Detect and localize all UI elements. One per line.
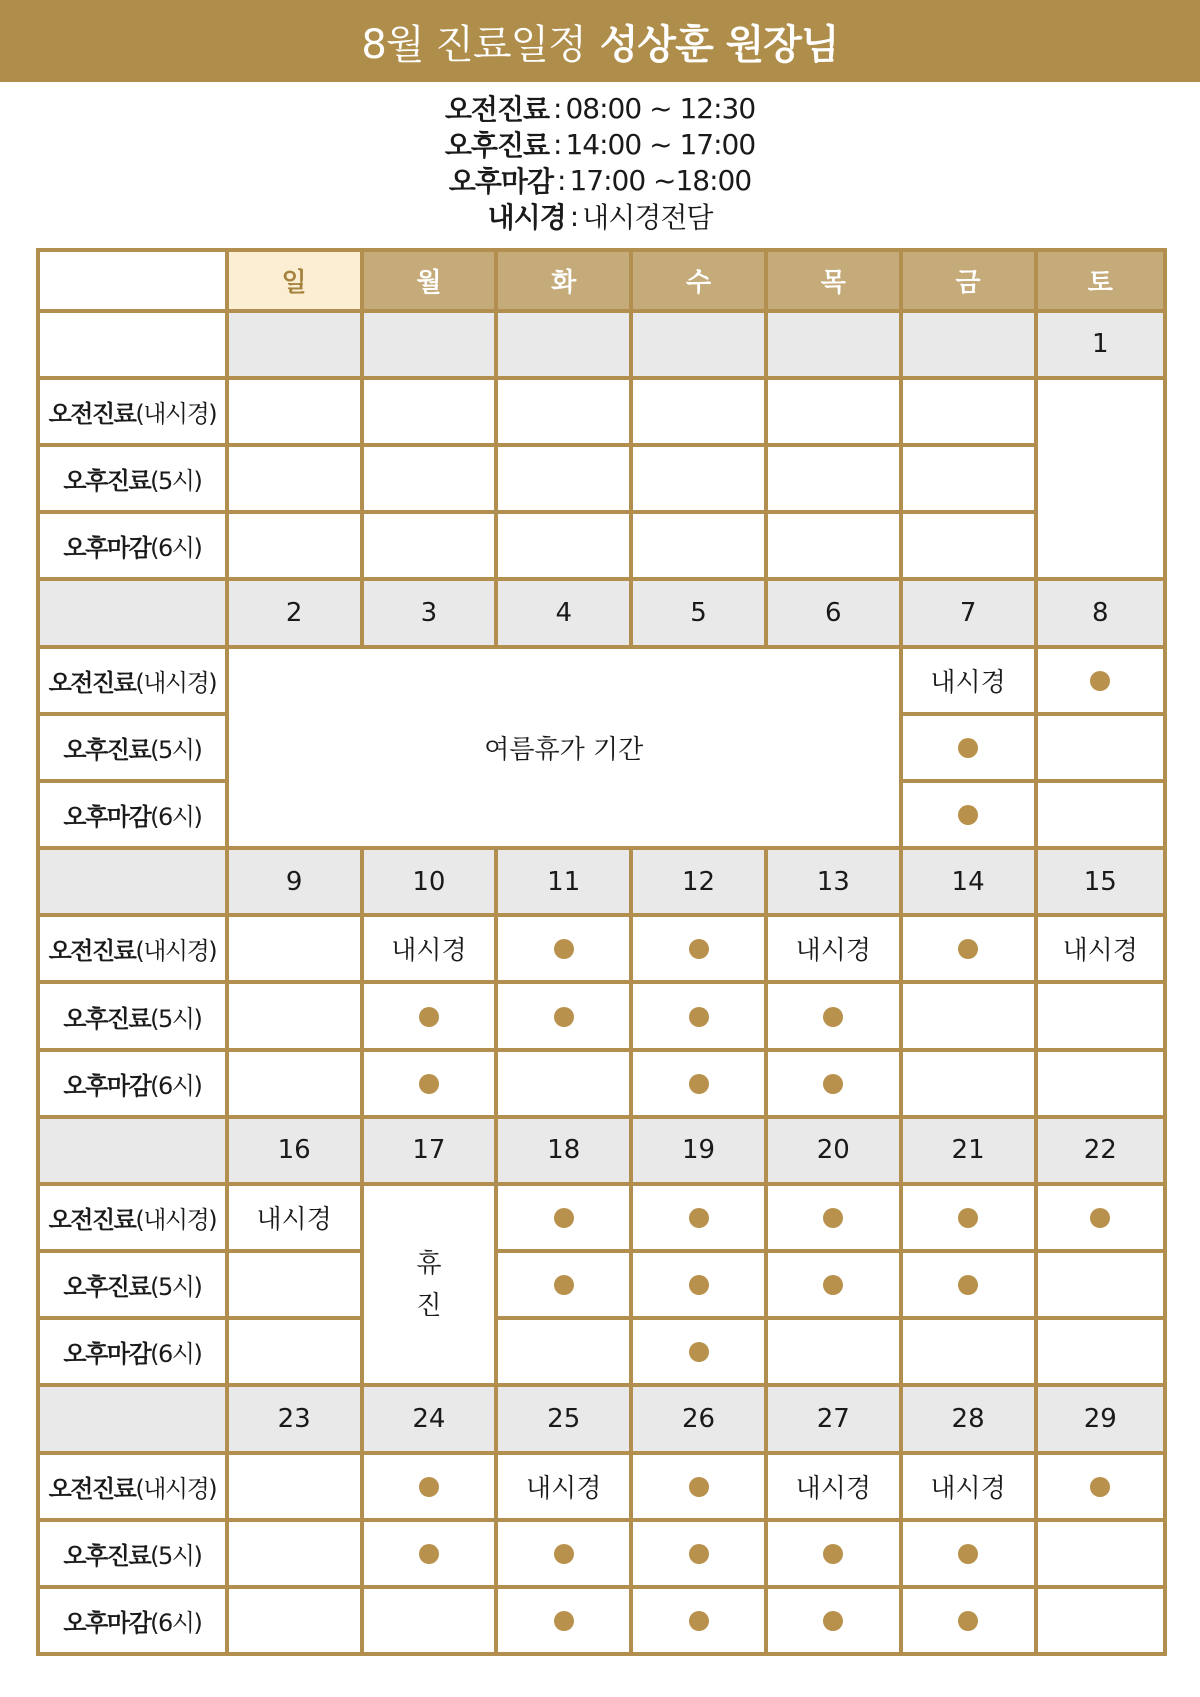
week-label-blank xyxy=(38,1385,227,1452)
schedule-cell xyxy=(227,445,362,512)
schedule-cell xyxy=(227,982,362,1049)
date-cell: 18 xyxy=(496,1117,631,1184)
clinic-session-dot xyxy=(554,1208,574,1228)
date-cell: 14 xyxy=(901,848,1036,915)
date-cell: 13 xyxy=(766,848,901,915)
clinic-session-dot xyxy=(689,1275,709,1295)
schedule-cell xyxy=(1036,1050,1166,1117)
date-cell: 20 xyxy=(766,1117,901,1184)
schedule-cell xyxy=(901,781,1036,848)
date-cell: 4 xyxy=(496,579,631,646)
dow-sunday: 일 xyxy=(227,250,362,311)
schedule-cell xyxy=(766,512,901,579)
schedule-cell xyxy=(631,512,766,579)
schedule-cell xyxy=(227,1050,362,1117)
hours-label: 내시경 xyxy=(487,201,566,234)
header-title-month: 8월 진료일정 xyxy=(361,21,586,68)
schedule-cell xyxy=(362,982,497,1049)
endoscopy-label: 내시경 xyxy=(795,1473,871,1504)
date-cell: 10 xyxy=(362,848,497,915)
week-label-blank xyxy=(38,848,227,915)
clinic-session-dot xyxy=(958,1544,978,1564)
row-label-am: 오전진료(내시경) xyxy=(38,1453,227,1520)
hours-row-endoscopy: 내시경 : 내시경전담 xyxy=(0,198,1200,234)
schedule-cell xyxy=(227,1184,362,1251)
week-2-date-row xyxy=(38,579,1165,646)
clinic-session-dot xyxy=(419,1007,439,1027)
row-label-pm: 오후진료(5시) xyxy=(38,982,227,1049)
schedule-cell xyxy=(1036,781,1166,848)
schedule-cell xyxy=(631,915,766,982)
date-cell: 24 xyxy=(362,1385,497,1452)
clinic-session-dot xyxy=(689,1074,709,1094)
date-cell: 19 xyxy=(631,1117,766,1184)
schedule-cell xyxy=(1036,1184,1166,1251)
date-cell: 2 xyxy=(227,579,362,646)
clinic-session-dot xyxy=(823,1007,843,1027)
schedule-cell xyxy=(227,1251,362,1318)
clinic-session-dot xyxy=(958,1611,978,1631)
clinic-session-dot xyxy=(689,1544,709,1564)
clinic-session-dot xyxy=(689,1611,709,1631)
schedule-cell xyxy=(901,1587,1036,1654)
schedule-cell xyxy=(1036,378,1166,579)
schedule-cell xyxy=(496,1050,631,1117)
dow-tuesday: 화 xyxy=(496,250,631,311)
week-4-date-row xyxy=(38,1117,1165,1184)
date-cell: 28 xyxy=(901,1385,1036,1452)
date-cell xyxy=(227,311,362,378)
clinic-session-dot xyxy=(823,1074,843,1094)
schedule-cell xyxy=(496,1453,631,1520)
date-cell: 16 xyxy=(227,1117,362,1184)
schedule-cell xyxy=(766,1520,901,1587)
clinic-session-dot xyxy=(1090,671,1110,691)
schedule-cell xyxy=(496,915,631,982)
schedule-cell xyxy=(496,512,631,579)
schedule-cell xyxy=(901,915,1036,982)
schedule-cell xyxy=(766,1318,901,1385)
date-cell: 9 xyxy=(227,848,362,915)
schedule-cell xyxy=(496,1251,631,1318)
week-3-date-row xyxy=(38,848,1165,915)
schedule-cell xyxy=(766,1587,901,1654)
hours-value: 내시경전담 xyxy=(582,201,713,234)
summer-vacation-note: 여름휴가 기간 xyxy=(227,647,901,848)
clinic-session-dot xyxy=(823,1611,843,1631)
clinic-session-dot xyxy=(419,1477,439,1497)
schedule-cell xyxy=(766,1453,901,1520)
schedule-cell xyxy=(766,915,901,982)
week-3-am-row xyxy=(38,915,1165,982)
day-off-note: 휴 진 xyxy=(362,1184,497,1385)
hours-label: 오후마감 xyxy=(448,165,553,198)
row-label-close: 오후마감(6시) xyxy=(38,1050,227,1117)
clinic-session-dot xyxy=(419,1544,439,1564)
dow-thursday: 목 xyxy=(766,250,901,311)
schedule-cell xyxy=(766,982,901,1049)
schedule-cell xyxy=(631,378,766,445)
row-label-close: 오후마감(6시) xyxy=(38,512,227,579)
row-label-am: 오전진료(내시경) xyxy=(38,647,227,714)
schedule-cell xyxy=(901,512,1036,579)
row-label-pm: 오후진료(5시) xyxy=(38,445,227,512)
schedule-cell: 내시경 xyxy=(901,647,1036,714)
schedule-cell xyxy=(496,1318,631,1385)
date-cell: 11 xyxy=(496,848,631,915)
schedule-cell xyxy=(901,445,1036,512)
hours-label: 오전진료 xyxy=(444,93,550,126)
date-cell: 3 xyxy=(362,579,497,646)
schedule-cell xyxy=(496,445,631,512)
schedule-cell xyxy=(766,378,901,445)
date-cell: 6 xyxy=(766,579,901,646)
hours-label: 오후진료 xyxy=(444,129,550,162)
date-cell: 22 xyxy=(1036,1117,1166,1184)
schedule-cell xyxy=(631,445,766,512)
schedule-cell xyxy=(1036,1318,1166,1385)
week-1-pm-row xyxy=(38,445,1165,512)
week-4-pm-row xyxy=(38,1251,1165,1318)
week-5-pm-row xyxy=(38,1520,1165,1587)
clinic-session-dot xyxy=(958,939,978,959)
clinic-session-dot xyxy=(554,1611,574,1631)
week-2-am-row xyxy=(38,647,1165,714)
schedule-cell xyxy=(496,1587,631,1654)
clinic-session-dot xyxy=(689,1342,709,1362)
schedule-cell xyxy=(766,1050,901,1117)
schedule-calendar xyxy=(36,248,1167,1656)
schedule-cell xyxy=(901,1318,1036,1385)
header-title-doctor: 성상훈 원장님 xyxy=(599,21,839,68)
week-5-am-row xyxy=(38,1453,1165,1520)
row-label-am: 오전진료(내시경) xyxy=(38,915,227,982)
schedule-cell xyxy=(227,1587,362,1654)
schedule-cell xyxy=(362,512,497,579)
schedule-cell xyxy=(901,378,1036,445)
schedule-cell xyxy=(496,1520,631,1587)
clinic-session-dot xyxy=(823,1544,843,1564)
clinic-session-dot xyxy=(958,1208,978,1228)
dow-friday: 금 xyxy=(901,250,1036,311)
schedule-cell xyxy=(227,915,362,982)
schedule-cell xyxy=(227,512,362,579)
schedule-cell xyxy=(227,1520,362,1587)
week-5-date-row xyxy=(38,1385,1165,1452)
schedule-cell xyxy=(631,1050,766,1117)
schedule-cell xyxy=(227,378,362,445)
schedule-cell xyxy=(631,1587,766,1654)
date-cell xyxy=(901,311,1036,378)
row-label-am: 오전진료(내시경) xyxy=(38,1184,227,1251)
clinic-session-dot xyxy=(823,1275,843,1295)
schedule-cell xyxy=(901,1520,1036,1587)
row-label-pm: 오후진료(5시) xyxy=(38,1520,227,1587)
week-label-blank xyxy=(38,579,227,646)
clinic-session-dot xyxy=(554,939,574,959)
clinic-session-dot xyxy=(419,1074,439,1094)
row-label-pm: 오후진료(5시) xyxy=(38,1251,227,1318)
schedule-cell xyxy=(901,1050,1036,1117)
hours-value: 14:00 ~ 17:00 xyxy=(565,127,756,161)
hours-row-close: 오후마감 : 17:00 ~18:00 xyxy=(0,162,1200,198)
date-cell: 27 xyxy=(766,1385,901,1452)
schedule-cell xyxy=(631,1520,766,1587)
schedule-cell xyxy=(1036,1251,1166,1318)
schedule-cell xyxy=(1036,915,1166,982)
date-cell: 29 xyxy=(1036,1385,1166,1452)
date-cell: 23 xyxy=(227,1385,362,1452)
week-4-am-row xyxy=(38,1184,1165,1251)
date-cell: 12 xyxy=(631,848,766,915)
schedule-cell xyxy=(362,445,497,512)
date-cell: 17 xyxy=(362,1117,497,1184)
row-label-am: 오전진료(내시경) xyxy=(38,378,227,445)
schedule-cell xyxy=(901,982,1036,1049)
endoscopy-label: 내시경 xyxy=(930,1473,1006,1504)
week-5-close-row xyxy=(38,1587,1165,1654)
schedule-cell xyxy=(496,378,631,445)
dow-saturday: 토 xyxy=(1036,250,1166,311)
date-cell: 8 xyxy=(1036,579,1166,646)
clinic-session-dot xyxy=(823,1208,843,1228)
schedule-cell xyxy=(496,1184,631,1251)
schedule-cell xyxy=(901,1251,1036,1318)
clinic-session-dot xyxy=(689,1007,709,1027)
clinic-session-dot xyxy=(554,1544,574,1564)
clinic-session-dot xyxy=(958,1275,978,1295)
schedule-cell xyxy=(631,1453,766,1520)
hours-row-pm: 오후진료 : 14:00 ~ 17:00 xyxy=(0,126,1200,162)
schedule-cell xyxy=(1036,1453,1166,1520)
dow-monday: 월 xyxy=(362,250,497,311)
endoscopy-label: 내시경 xyxy=(391,936,467,967)
date-cell xyxy=(631,311,766,378)
endoscopy-label: 내시경 xyxy=(256,1204,332,1235)
endoscopy-label: 내시경 xyxy=(795,936,871,967)
schedule-cell xyxy=(1036,647,1166,714)
corner-cell xyxy=(38,250,227,311)
schedule-cell xyxy=(1036,1520,1166,1587)
clinic-hours xyxy=(0,90,1200,234)
schedule-cell xyxy=(631,1318,766,1385)
row-label-close: 오후마감(6시) xyxy=(38,781,227,848)
schedule-cell xyxy=(901,1184,1036,1251)
schedule-cell xyxy=(901,1453,1036,1520)
schedule-cell xyxy=(362,1050,497,1117)
schedule-cell xyxy=(362,1520,497,1587)
schedule-cell xyxy=(227,1318,362,1385)
week-3-pm-row xyxy=(38,982,1165,1049)
schedule-cell xyxy=(901,714,1036,781)
day-of-week-header xyxy=(38,250,1165,311)
schedule-cell xyxy=(227,1453,362,1520)
clinic-session-dot xyxy=(554,1007,574,1027)
date-cell: 7 xyxy=(901,579,1036,646)
hours-value: 17:00 ~18:00 xyxy=(569,163,752,197)
week-1-am-row xyxy=(38,378,1165,445)
date-cell xyxy=(766,311,901,378)
date-cell: 26 xyxy=(631,1385,766,1452)
date-cell xyxy=(496,311,631,378)
schedule-cell xyxy=(1036,1587,1166,1654)
endoscopy-label: 내시경 xyxy=(526,1473,602,1504)
hours-value: 08:00 ~ 12:30 xyxy=(565,91,756,125)
schedule-cell xyxy=(631,982,766,1049)
schedule-cell xyxy=(362,915,497,982)
schedule-cell xyxy=(1036,982,1166,1049)
date-cell: 21 xyxy=(901,1117,1036,1184)
week-1-close-row xyxy=(38,512,1165,579)
clinic-session-dot xyxy=(1090,1477,1110,1497)
page-header xyxy=(0,0,1200,82)
schedule-cell xyxy=(1036,714,1166,781)
week-1-date-row xyxy=(38,311,1165,378)
date-cell: 15 xyxy=(1036,848,1166,915)
endoscopy-label: 내시경 xyxy=(1062,936,1138,967)
schedule-cell xyxy=(496,982,631,1049)
schedule-cell xyxy=(631,1251,766,1318)
date-cell: 25 xyxy=(496,1385,631,1452)
schedule-cell xyxy=(766,1251,901,1318)
week-label-blank xyxy=(38,311,227,378)
schedule-cell xyxy=(766,445,901,512)
schedule-cell xyxy=(631,1184,766,1251)
clinic-session-dot xyxy=(689,939,709,959)
hours-row-am: 오전진료 : 08:00 ~ 12:30 xyxy=(0,90,1200,126)
schedule-cell xyxy=(362,1453,497,1520)
schedule-cell xyxy=(362,1587,497,1654)
clinic-session-dot xyxy=(958,805,978,825)
date-cell: 5 xyxy=(631,579,766,646)
clinic-session-dot xyxy=(689,1477,709,1497)
date-cell xyxy=(362,311,497,378)
row-label-pm: 오후진료(5시) xyxy=(38,714,227,781)
row-label-close: 오후마감(6시) xyxy=(38,1318,227,1385)
clinic-session-dot xyxy=(958,738,978,758)
clinic-session-dot xyxy=(1090,1208,1110,1228)
week-label-blank xyxy=(38,1117,227,1184)
schedule-cell xyxy=(766,1184,901,1251)
date-cell: 1 xyxy=(1036,311,1166,378)
clinic-session-dot xyxy=(554,1275,574,1295)
row-label-close: 오후마감(6시) xyxy=(38,1587,227,1654)
clinic-session-dot xyxy=(689,1208,709,1228)
week-4-close-row xyxy=(38,1318,1165,1385)
dow-wednesday: 수 xyxy=(631,250,766,311)
schedule-cell xyxy=(362,378,497,445)
week-3-close-row xyxy=(38,1050,1165,1117)
